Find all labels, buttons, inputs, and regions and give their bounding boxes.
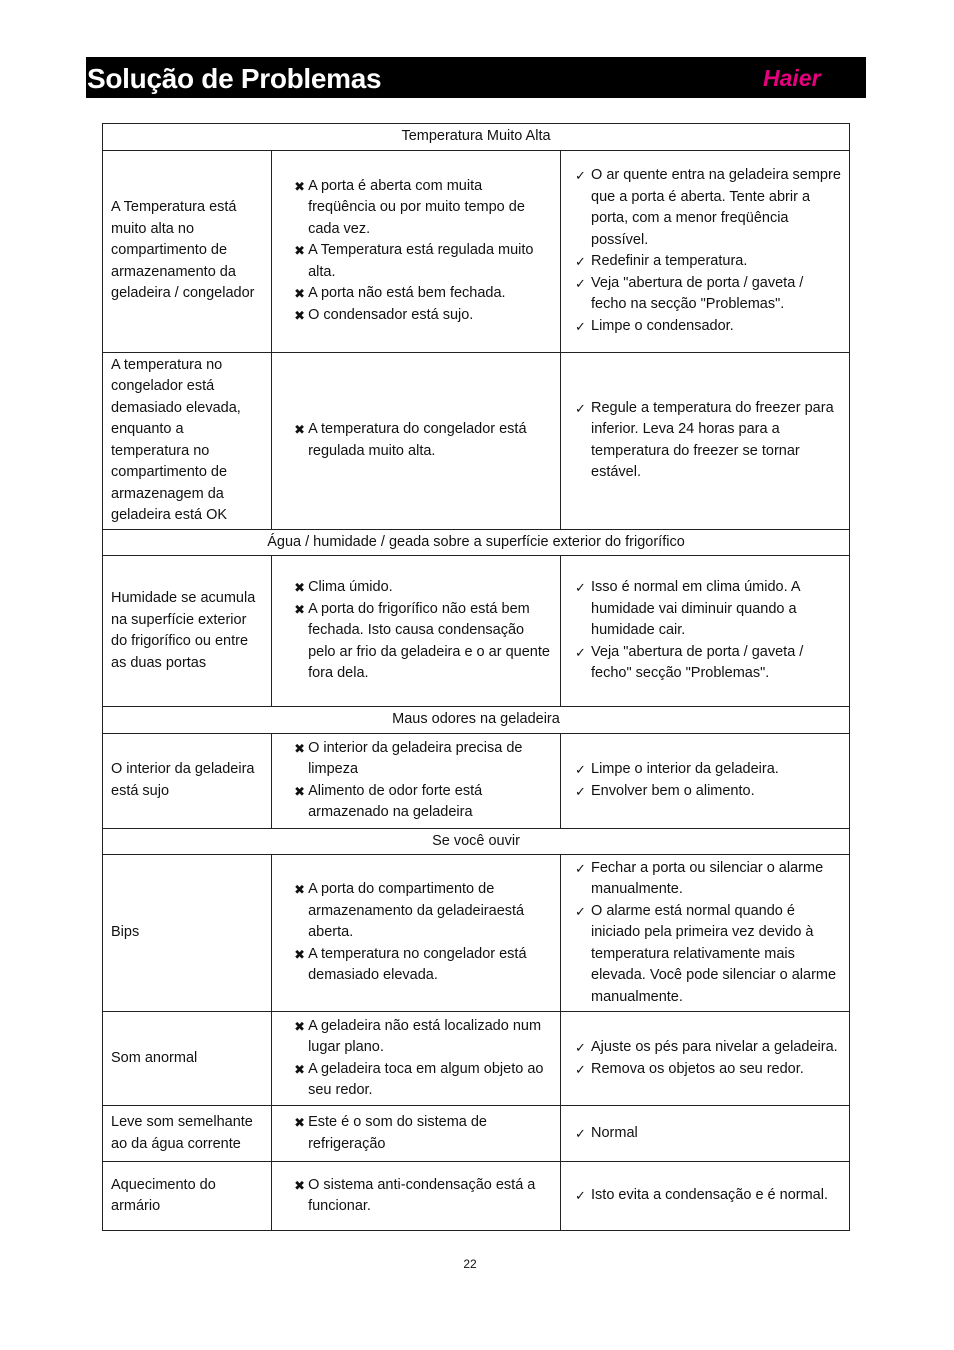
solution-text: Limpe o interior da geladeira. [591, 761, 779, 777]
cause-item [294, 176, 552, 241]
table-row [103, 733, 850, 828]
cross-mark-icon: ✖ [294, 882, 305, 898]
cause-text: O condensador está sujo. [308, 306, 474, 323]
cause-item [294, 738, 552, 781]
table-row [103, 855, 850, 1012]
cross-mark-icon: ✖ [294, 243, 305, 259]
solution-text: Veja "abertura de porta / gaveta / fecho" secção "Problemas". [591, 643, 804, 682]
solution-item [575, 398, 841, 484]
problem-cell: A temperatura no congelador está demasiado elevada, enquanto a temperatura no compartimento de armazenagem da geladeira está OK [103, 352, 272, 529]
cross-mark-icon: ✖ [294, 740, 305, 756]
cause-cell [272, 1106, 561, 1162]
solution-item [575, 251, 841, 273]
table-row [103, 1106, 850, 1162]
check-mark-icon: ✓ [575, 903, 586, 919]
check-mark-icon: ✓ [575, 1040, 586, 1055]
cause-item [294, 283, 552, 305]
problem-cell: Leve som semelhante ao da água corrente [103, 1106, 272, 1162]
cause-text: Clima úmido. [308, 579, 393, 596]
solution-item [575, 1059, 841, 1081]
cross-mark-icon: ✖ [294, 601, 305, 617]
section-header-row [103, 124, 850, 151]
cause-text: A porta é aberta com muita freqüência ou por muito tempo de cada vez. [308, 177, 525, 237]
cross-mark-icon: ✖ [294, 1018, 305, 1034]
table-row [103, 1162, 850, 1231]
solution-text: Normal [591, 1124, 638, 1141]
cross-mark-icon: ✖ [294, 422, 305, 437]
solution-item [575, 273, 841, 316]
cross-mark-icon: ✖ [294, 178, 305, 194]
table-row [103, 150, 850, 352]
table-row [103, 352, 850, 529]
check-mark-icon: ✓ [575, 275, 586, 291]
check-mark-icon: ✓ [575, 783, 586, 799]
cause-cell [272, 556, 561, 707]
haier-logo [763, 66, 837, 90]
cause-item [294, 419, 552, 462]
cause-cell [272, 1012, 561, 1106]
check-mark-icon: ✓ [575, 580, 586, 596]
cause-item [294, 240, 552, 283]
cross-mark-icon: ✖ [294, 286, 305, 302]
solution-cell [561, 1012, 850, 1106]
cause-item [294, 781, 552, 824]
table-row [103, 556, 850, 707]
check-mark-icon: ✓ [575, 400, 586, 416]
cause-item [294, 1059, 552, 1102]
brand-logo-text: Haier [763, 66, 821, 90]
solution-item [575, 165, 841, 251]
solution-text: Redefinir a temperatura. [591, 253, 748, 269]
solution-item [575, 642, 841, 685]
section-header-row [103, 529, 850, 556]
problem-cell: A Temperatura está muito alta no compartimento de armazenamento da geladeira / congelador [103, 150, 272, 352]
page-header [86, 57, 866, 98]
cause-item [294, 879, 552, 944]
page-title: Solução de Problemas [87, 63, 382, 94]
cause-item [294, 599, 552, 685]
solution-text: O alarme está normal quando é iniciado pela primeira vez devido à temperatura relativamente mais elevada. Você pode silenciar o alarme manualmente. [591, 902, 837, 1005]
check-mark-icon: ✓ [575, 318, 586, 334]
cause-item [294, 1112, 552, 1155]
solution-item [575, 316, 841, 338]
check-mark-icon: ✓ [575, 1188, 586, 1204]
solution-cell [561, 733, 850, 828]
problem-cell: Som anormal [103, 1012, 272, 1106]
check-mark-icon: ✓ [575, 1061, 586, 1077]
problem-cell: Bips [103, 855, 272, 1012]
cause-text: A porta do compartimento de armazenamento da geladeiraestá aberta. [308, 881, 525, 941]
check-mark-icon: ✓ [575, 644, 586, 660]
solution-item [575, 577, 841, 642]
solution-cell [561, 556, 850, 707]
solution-text: Ajuste os pés para nivelar a geladeira. [591, 1039, 838, 1055]
solution-cell [561, 1106, 850, 1162]
solution-item [575, 1123, 841, 1145]
solution-item [575, 1185, 841, 1207]
cause-text: A temperatura do congelador está regulada muito alta. [308, 421, 527, 459]
cause-cell [272, 1162, 561, 1231]
solution-text: Isso é normal em clima úmido. A humidade vai diminuir quando a humidade cair. [591, 579, 800, 639]
troubleshooting-table [102, 123, 850, 1231]
section-title: Se você ouvir [103, 828, 850, 855]
check-mark-icon: ✓ [575, 254, 586, 269]
cause-text: A temperatura no congelador está demasiado elevada. [308, 945, 527, 984]
solution-cell [561, 1162, 850, 1231]
solution-text: O ar quente entra na geladeira sempre que a porta é aberta. Tente abrir a porta, com a menor freqüência possível. [591, 167, 841, 248]
solution-cell [561, 855, 850, 1012]
cause-item [294, 1175, 552, 1218]
cross-mark-icon: ✖ [294, 1177, 305, 1193]
cross-mark-icon: ✖ [294, 783, 305, 799]
problem-cell: Aquecimento do armário [103, 1162, 272, 1231]
cause-text: O interior da geladeira precisa de limpeza [308, 739, 523, 777]
solution-text: Remova os objetos ao seu redor. [591, 1060, 804, 1077]
cause-text: Alimento de odor forte está armazenado na geladeira [308, 782, 483, 820]
cause-cell [272, 855, 561, 1012]
solution-cell [561, 150, 850, 352]
solution-text: Envolver bem o alimento. [591, 782, 755, 799]
cause-text: A porta do frigorífico não está bem fechada. Isto causa condensação pelo ar frio da geladeira e o ar quente fora dela. [308, 600, 550, 682]
cross-mark-icon: ✖ [294, 1061, 305, 1077]
check-mark-icon: ✓ [575, 860, 586, 876]
solution-cell [561, 352, 850, 529]
section-title: Temperatura Muito Alta [103, 124, 850, 151]
check-mark-icon: ✓ [575, 1125, 586, 1141]
cause-item [294, 944, 552, 987]
check-mark-icon: ✓ [575, 168, 586, 183]
cause-text: A geladeira não está localizado num lugar plano. [308, 1017, 542, 1055]
solution-item [575, 1037, 841, 1059]
cause-cell [272, 352, 561, 529]
cause-cell [272, 733, 561, 828]
solution-text: Fechar a porta ou silenciar o alarme manualmente. [591, 859, 824, 898]
solution-item [575, 781, 841, 803]
cause-text: A Temperatura está regulada muito alta. [308, 242, 534, 280]
problem-cell: O interior da geladeira está sujo [103, 733, 272, 828]
section-title: Água / humidade / geada sobre a superfície exterior do frigorífico [103, 529, 850, 556]
solution-text: Veja "abertura de porta / gaveta / fecho na secção "Problemas". [591, 274, 804, 312]
cause-text: Este é o som do sistema de refrigeração [308, 1114, 487, 1152]
cause-text: O sistema anti-condensação está a funcionar. [308, 1176, 536, 1214]
cause-item [294, 1016, 552, 1059]
cross-mark-icon: ✖ [294, 307, 305, 323]
solution-item [575, 759, 841, 781]
cross-mark-icon: ✖ [294, 1115, 305, 1130]
solution-text: Regule a temperatura do freezer para inferior. Leva 24 horas para a temperatura do freezer se tornar estável. [591, 399, 834, 480]
cause-item [294, 305, 552, 327]
section-header-row [103, 828, 850, 855]
problem-cell: Humidade se acumula na superfície exterior do frigorífico ou entre as duas portas [103, 556, 272, 707]
cause-cell [272, 150, 561, 352]
cross-mark-icon: ✖ [294, 946, 305, 962]
solution-item [575, 901, 841, 1009]
section-title: Maus odores na geladeira [103, 707, 850, 734]
solution-text: Isto evita a condensação e é normal. [591, 1187, 828, 1204]
cause-item [294, 577, 552, 599]
section-header-row [103, 707, 850, 734]
check-mark-icon: ✓ [575, 762, 586, 777]
solution-item [575, 858, 841, 901]
solution-text: Limpe o condensador. [591, 317, 734, 334]
cause-text: A geladeira toca em algum objeto ao seu redor. [308, 1060, 544, 1098]
page-number: 22 [463, 1257, 477, 1271]
table-row [103, 1012, 850, 1106]
cause-text: A porta não está bem fechada. [308, 285, 506, 302]
cross-mark-icon: ✖ [294, 580, 305, 596]
